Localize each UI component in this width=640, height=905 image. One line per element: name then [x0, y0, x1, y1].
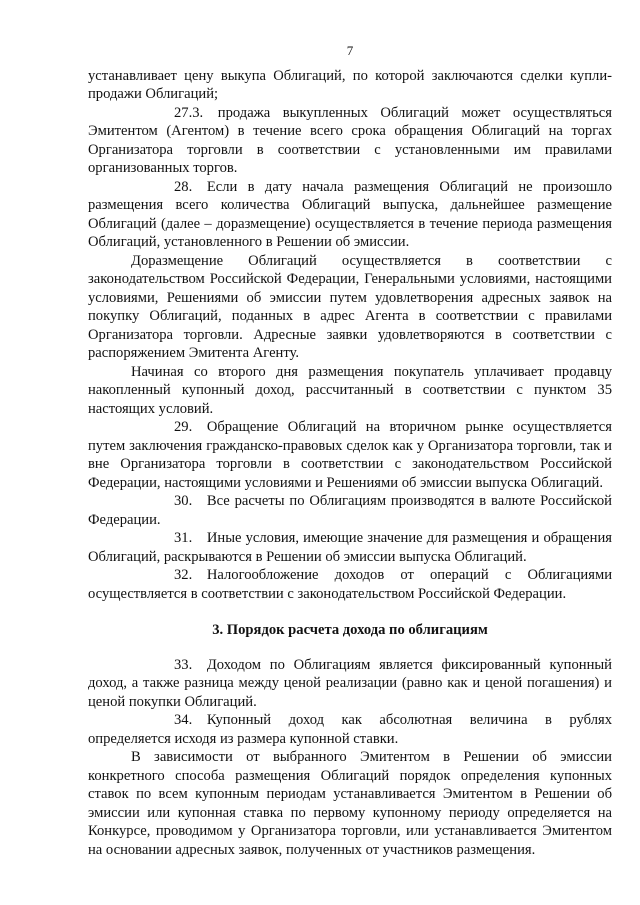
paragraph: [88, 67, 612, 104]
paragraph: [88, 363, 612, 419]
section-heading: 3. Порядок расчета дохода по облигациям: [212, 622, 488, 638]
paragraph-number: 30.: [174, 493, 193, 509]
paragraph-text: продажа выкупленных Облигаций может осуществляться Эмитентом (Агентом) в течение всего срока обращения Облигаций на торгах Организатора торговли в соответствии с установленными им правилами организованных торгов.: [88, 104, 612, 176]
paragraph-text: Если в дату начала размещения Облигаций не произошло размещения всего количества Облигаций выпуска, дальнейшее размещение Облигаций (далее – доразмещение) осуществляется в течение периода размещения Облигаций, установленного в Решении об эмиссии.: [88, 178, 612, 250]
paragraph-text: Все расчеты по Облигациям производятся в валюте Российской Федерации.: [88, 493, 612, 528]
paragraph-number: 34.: [174, 712, 193, 728]
paragraph-number: 29.: [174, 419, 193, 435]
paragraph: [88, 711, 612, 748]
paragraph-text: устанавливает цену выкупа Облигаций, по которой заключаются сделки купли-продажи Облигаций;: [88, 67, 612, 102]
paragraphs-after: [88, 656, 612, 860]
paragraph-number: 33.: [174, 656, 193, 673]
paragraph-text: Налогообложение доходов от операций с Облигациями осуществляется в соответствии с законодательством Российской Федерации.: [88, 567, 612, 602]
paragraph: [88, 656, 612, 712]
paragraph: [88, 529, 612, 566]
paragraph-number: 31.: [174, 530, 193, 546]
paragraph-text: Доразмещение Облигаций осуществляется в соответствии с законодательством Российской Федерации, Генеральными условиями, настоящими условиями, Решениями об эмиссии путем удовлетворения адресных заявок на покупку Облигаций, поданных в адрес Агента в соответствии с правилами Организатора торговли. Адресные заявки удовлетворяются в соответствии с распоряжением Эмитента Агенту.: [88, 252, 612, 361]
paragraph-number: 28.: [174, 178, 193, 195]
paragraph: [88, 748, 612, 859]
paragraph: [88, 104, 612, 178]
paragraph-text: В зависимости от выбранного Эмитентом в Решении об эмиссии конкретного способа размещения Облигаций порядок определения купонных ставок по всем купонным периодам устанавливается Эмитентом в Решении об эмиссии или купонная ставка по первому купонному периоду определяется на Конкурсе, проводимом у Организатора торговли, или устанавливается Эмитентом на основании адресных заявок, полученных от участников размещения.: [88, 749, 612, 858]
paragraph-number: 27.3.: [174, 104, 204, 121]
document-page: [88, 42, 612, 859]
paragraphs-before: [88, 67, 612, 604]
page-number: 7: [346, 43, 354, 58]
paragraph-text: Иные условия, имеющие значение для размещения и обращения Облигаций, раскрываются в Решении об эмиссии выпуска Облигаций.: [88, 530, 612, 565]
paragraph-text: Обращение Облигаций на вторичном рынке осуществляется путем заключения гражданско-правовых сделок как у Организатора торговли, так и вне Организатора торговли в соответствии с законодательством Российской Федерации, настоящими условиями и Решениями об эмиссии выпуска Облигаций.: [88, 419, 612, 491]
paragraph-number: 32.: [174, 567, 193, 583]
paragraph-text: Доходом по Облигациям является фиксированный купонный доход, а также разница между ценой реализации (равно как и ценой погашения) и ценой покупки Облигаций.: [88, 656, 612, 710]
paragraph-text: Купонный доход как абсолютная величина в рублях определяется исходя из размера купонной ставки.: [88, 712, 612, 747]
paragraph: [88, 566, 612, 603]
paragraph-text: Начиная со второго дня размещения покупатель уплачивает продавцу накопленный купонный доход, рассчитанный в соответствии с пунктом 35 настоящих условий.: [88, 363, 612, 417]
paragraph: [88, 178, 612, 252]
paragraph: [88, 418, 612, 492]
paragraph: [88, 252, 612, 363]
paragraph: [88, 492, 612, 529]
